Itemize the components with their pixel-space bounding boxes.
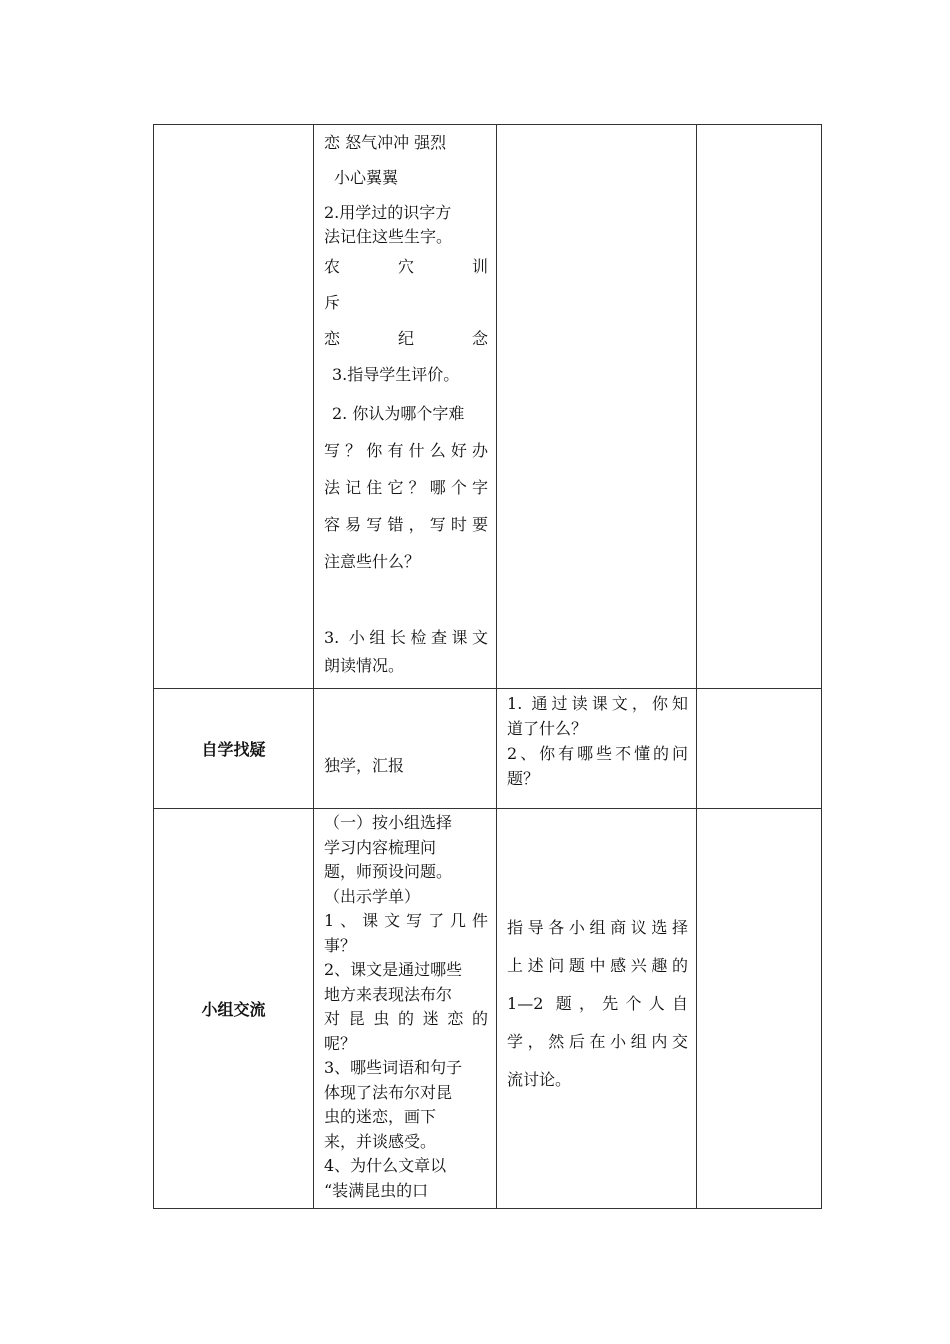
text-line: 题，师预设问题。 — [324, 862, 453, 881]
vocab-line-2: 小心翼翼 — [334, 168, 399, 187]
notes-cell-empty — [697, 125, 822, 689]
text-line: 注意些什么？ — [324, 552, 421, 571]
text-line: （一）按小组选择 — [324, 813, 453, 832]
text-line: 体现了法布尔对昆 — [324, 1082, 453, 1102]
activity-text — [314, 809, 496, 1203]
activity-cell — [314, 689, 497, 809]
text-line: 事？ — [324, 935, 357, 955]
text-line: 3. 小组长检查课文 — [324, 628, 489, 647]
activity-cell — [314, 809, 497, 1209]
item-2-text — [324, 201, 488, 249]
text-line: 指导各小组商议选择 — [507, 918, 689, 937]
notes-cell-empty — [697, 689, 822, 809]
char-row-a — [324, 249, 488, 285]
text-line: 容易写错，写时要 — [324, 515, 489, 534]
text-line: 1—2 题，先个人自 — [507, 994, 689, 1013]
stage-label: 小组交流 — [154, 809, 314, 1209]
stage-label: 自学找疑 — [154, 689, 314, 809]
lesson-plan-table — [153, 124, 822, 1209]
char: 念 — [472, 329, 489, 348]
text-line: 虫的迷恋，画下 — [324, 1107, 437, 1126]
text-line: 写？你有什么好办 — [324, 441, 489, 460]
text-line: 来，并谈感受。 — [324, 1131, 437, 1151]
text-line: 地方来表现法布尔 — [324, 984, 453, 1004]
table-row — [154, 125, 822, 689]
item-3-text: 3.指导学生评价。 — [332, 365, 460, 384]
table-row — [154, 689, 822, 809]
guide-cell — [497, 689, 697, 809]
activity-cell — [314, 125, 497, 689]
char: 恋 — [324, 329, 341, 348]
question-2-text — [324, 395, 488, 580]
char: 训 — [472, 257, 489, 276]
text-line: 2. 你认为哪个字难 — [332, 404, 465, 423]
char: 穴 — [398, 257, 415, 276]
text-line: 题？ — [507, 769, 540, 788]
vocab-line-1: 恋 怒气冲冲 强烈 — [324, 133, 447, 152]
text-line: 3、哪些词语和句子 — [324, 1058, 463, 1077]
guide-cell-empty — [497, 125, 697, 689]
text-line: 上述问题中感兴趣的 — [507, 956, 689, 975]
text-line: 法记住它？哪个字 — [324, 478, 489, 497]
guide-text — [497, 809, 696, 1099]
text-line: 学习内容梳理问 — [324, 837, 437, 857]
char: 纪 — [398, 329, 415, 348]
table-row — [154, 809, 822, 1209]
text-line: 对昆虫的迷恋的 — [324, 1009, 489, 1028]
text-line: 4、为什么文章以 — [324, 1156, 447, 1175]
text-line: 1、课文写了几件 — [324, 911, 489, 930]
text-line: 学，然后在小组内交 — [507, 1032, 689, 1051]
guide-cell — [497, 809, 697, 1209]
text-line: “装满昆虫的口 — [324, 1180, 429, 1200]
char-row-b: 斥 — [324, 293, 341, 312]
text-line: 法记住这些生字。 — [324, 227, 453, 246]
question-3-text — [324, 624, 488, 680]
text-line: 呢？ — [324, 1033, 357, 1053]
guide-text — [497, 689, 696, 791]
text-line: （出示学单） — [324, 886, 421, 906]
stage-cell-empty — [154, 125, 314, 689]
text-line: 2.用学过的识字方 — [324, 203, 452, 222]
char: 农 — [324, 257, 341, 276]
text-line: 流讨论。 — [507, 1070, 572, 1089]
text-line: 2、你有哪些不懂的问 — [507, 744, 689, 763]
text-line: 2、课文是通过哪些 — [324, 960, 463, 979]
text-line: 朗读情况。 — [324, 656, 405, 675]
activity-text: 独学，汇报 — [324, 756, 405, 775]
text-line: 1. 通过读课文，你知 — [507, 694, 689, 713]
char-row-c — [324, 321, 488, 357]
notes-cell-empty — [697, 809, 822, 1209]
text-line: 道了什么？ — [507, 719, 588, 738]
